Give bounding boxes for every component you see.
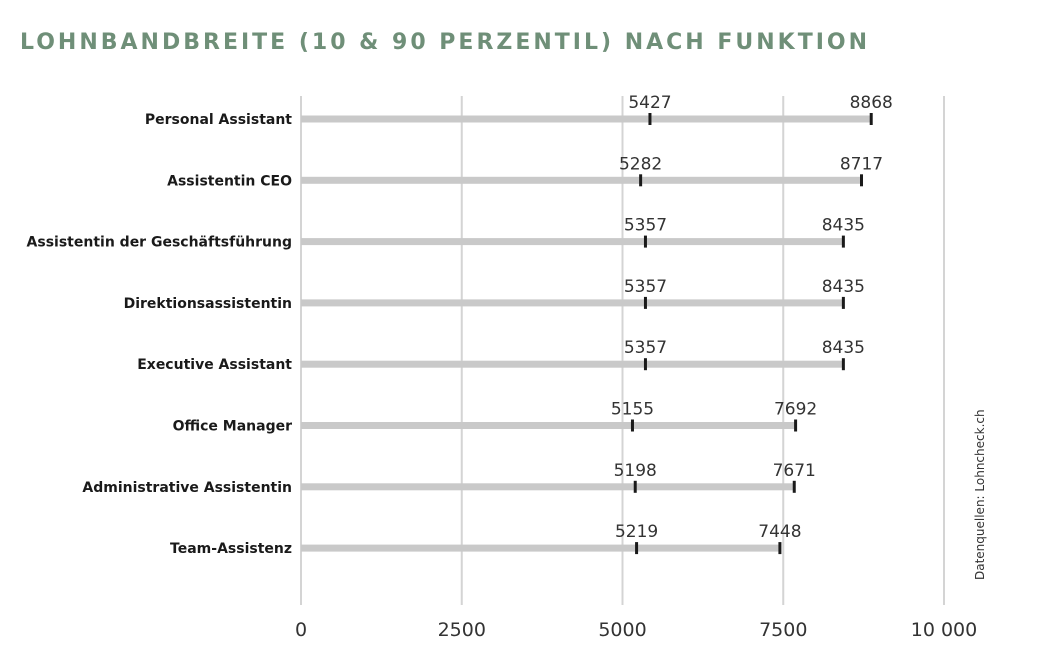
category-label-3: Direktionsassistentin	[123, 295, 292, 312]
x-tick-label-7500: 7500	[759, 619, 808, 641]
x-tick-label-2500: 2500	[437, 619, 486, 641]
marker-p10-1	[639, 174, 642, 186]
range-bar-4	[301, 361, 843, 368]
category-label-7: Team-Assistenz	[170, 541, 292, 558]
source-note: Datenquellen: Lohncheck.ch	[973, 409, 987, 580]
range-bar-7	[301, 545, 780, 552]
marker-p90-1	[860, 174, 863, 186]
marker-p90-4	[842, 358, 845, 370]
range-bar-1	[301, 177, 862, 184]
range-bar-6	[301, 483, 794, 490]
range-bar-0	[301, 116, 871, 123]
marker-p90-0	[870, 113, 873, 125]
marker-p10-7	[635, 542, 638, 554]
value-label-p10-1: 5282	[618, 154, 663, 175]
x-tick-label-0: 0	[294, 619, 308, 641]
marker-p10-6	[634, 481, 637, 493]
marker-p90-6	[793, 481, 796, 493]
range-bar-2	[301, 238, 843, 245]
category-label-4: Executive Assistant	[137, 357, 292, 374]
value-label-p10-4: 5357	[623, 338, 668, 359]
value-label-p90-4: 8435	[821, 338, 866, 359]
range-bar-3	[301, 299, 843, 306]
marker-p90-3	[842, 297, 845, 309]
value-label-p90-5: 7692	[773, 399, 818, 420]
marker-p10-2	[644, 236, 647, 248]
value-label-p10-6: 5198	[613, 460, 657, 481]
category-label-1: Assistentin CEO	[167, 173, 292, 190]
value-label-p10-5: 5155	[610, 399, 655, 420]
range-bars	[301, 113, 873, 554]
marker-p90-7	[778, 542, 781, 554]
x-tick-label-10000: 10 000	[910, 619, 978, 641]
value-label-p10-0: 5427	[628, 93, 672, 113]
category-label-5: Office Manager	[172, 418, 292, 435]
value-label-p90-6: 7671	[772, 460, 816, 481]
marker-p10-3	[644, 297, 647, 309]
value-label-p90-2: 8435	[821, 215, 866, 236]
marker-p90-2	[842, 236, 845, 248]
value-label-p90-1: 8717	[839, 154, 884, 175]
marker-p10-0	[648, 113, 651, 125]
marker-p10-5	[631, 420, 634, 432]
category-label-0: Personal Assistant	[144, 112, 292, 128]
marker-p10-4	[644, 358, 647, 370]
value-label-p90-0: 8868	[849, 93, 893, 113]
value-label-p10-7: 5219	[614, 522, 659, 543]
value-label-p10-2: 5357	[623, 215, 668, 236]
category-label-6: Administrative Assistentin	[82, 479, 292, 496]
range-bar-5	[301, 422, 796, 429]
x-tick-label-5000: 5000	[598, 619, 647, 641]
value-label-p90-3: 8435	[821, 276, 866, 297]
value-label-p90-7: 7448	[758, 522, 802, 543]
value-label-p10-3: 5357	[623, 276, 668, 297]
marker-p90-5	[794, 420, 797, 432]
category-label-2: Assistentin der Geschäftsführung	[26, 234, 292, 251]
chart-title: LOHNBANDBREITE (10 & 90 PERZENTIL) NACH FUNKTION	[20, 30, 871, 55]
